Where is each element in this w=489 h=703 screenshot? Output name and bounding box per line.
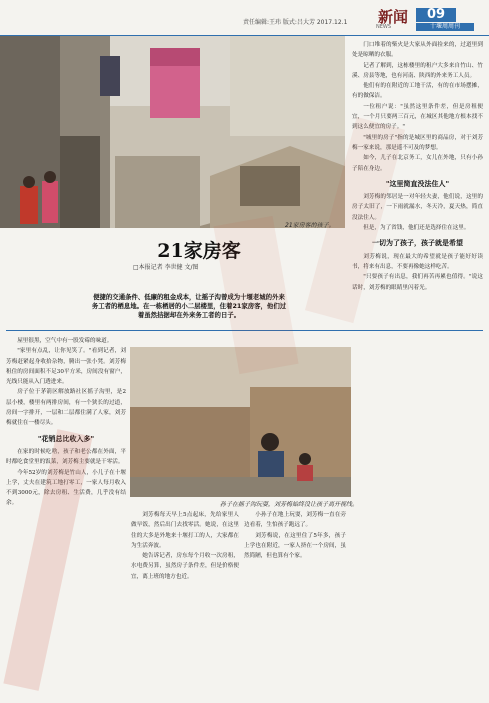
col1-para: 屋里很黑，空气中有一股发霉的味道。 [17, 338, 113, 344]
section-subtitle: NEWS [376, 24, 392, 30]
column-3 [244, 510, 346, 698]
article-deck: 便捷的交通条件、低廉的租金成本，让摇子沟曾成为十堰老城的外来务工者的栖息地。在一栋栖居的小二层楼里，住着21家房客，他们过着虽然拮据却在外来务工者的日子。 [91, 293, 287, 319]
col1-para: "家里有点乱，让你见笑了。"看到记者，刘芳梅赶紧起身收拾杂物，腾出一张小凳。刘芳梅租住的房间面积不足30平方米，房间没有窗户，光线只能从入门透进来。 [6, 348, 126, 386]
col4-para: 如今，儿子在北京务工，女儿在外地，只有小孙子陪在身边。 [352, 155, 483, 172]
col4-subhead: "这里简直没法住人" [385, 179, 450, 188]
article-title: 21家房客 [157, 240, 241, 262]
col1-subhead: "花销总比收入多" [37, 434, 95, 443]
photo1-caption: 21家房客的孩子。 [285, 222, 335, 229]
col5-para: 他们有的在附近的工地干活，有的在市场摆摊，有的做保洁。 [352, 83, 483, 100]
col2-para: 她告诉记者，房东每个月收一次房租，水电费另算，虽然房子条件差，但是价格便宜，离上班的地方也近。 [131, 553, 239, 580]
col5-para: "只要孩子有出息，我们再苦再累也值得。"说这话时，刘芳梅的眼睛里闪着光。 [352, 274, 483, 291]
section-title: 新闻 [378, 8, 409, 26]
column-2 [131, 510, 239, 698]
col5-para: 门口堆着的柴火是大家从外面捡来的，过道里到处是晾晒的衣服。 [352, 42, 483, 59]
col5-para: 刘芳梅说，现在最大的希望就是孩子能好好读书，将来有出息，不要再像她这样吃苦。 [352, 253, 483, 270]
col3-para: 刘芳梅说，在这里住了5年多，孩子上学也在附近，一家人挤在一个房间，虽然简陋，但也算有个家。 [244, 532, 346, 560]
photo2-caption: 孙子在摇子沟玩耍，刘芳梅始终没让孩子离开视线。 [220, 501, 359, 508]
col1-para: 在家的时候吃啥，孩子和老公都在外面，平时都吃食堂里的饭菜，刘芳梅主要就是干零活。 [6, 448, 126, 466]
col5-para: 记者了解到，这栋楼里的租户大多来自竹山、竹溪、房县等地，也有河南、陕西的外来务工人员。 [352, 62, 483, 79]
weekly-banner: 十堰周周刊 [416, 23, 474, 31]
col5-subhead: 一切为了孩子，孩子就是希望 [372, 239, 463, 248]
col4-para: 刘芳梅的邻居是一对年轻夫妻，他们说，这里的房子太旧了，一下雨就漏水，冬天冷，夏天热，简直没法住人。 [352, 194, 483, 221]
col3-para: 小孙子在地上玩耍，刘芳梅一直在旁边看着，生怕孩子跑远了。 [244, 512, 346, 529]
page-number: 09 [416, 8, 456, 22]
col1-para: 今年52岁的刘芳梅是竹山人，小儿子在十堰上学，丈夫在建筑工地打零工，一家人每月收入不到3000元，除去房租、生活费，几乎没有结余。 [6, 469, 126, 507]
alley-photo [0, 36, 345, 228]
col1-para: 房子位于茅箭区解放路社区摇子沟里，是2层小楼，楼里有两排房间，有一个狭长的过道，房间一字排开，一层和二层都住满了人家，刘芳梅就住在一楼尽头。 [6, 389, 126, 427]
col5-para: 一位租户说："虽然这里条件差，但是房租便宜，一个月只要两三百元，在城区其他地方根本找不到这么便宜的房子。" [352, 103, 483, 131]
col4-para: "城里的房子"指的是城区里的商品房，对于刘芳梅一家来说，那是遥不可及的梦想。 [352, 134, 483, 151]
col4-para: 但是，为了省钱，他们还是选择住在这里。 [363, 225, 470, 232]
editor-meta: 责任编辑:王玮 版式:吕大芳 2017.12.1 [243, 19, 348, 26]
page-header [0, 0, 489, 36]
col2-para: 刘芳梅每天早上5点起床，先给家里人做早饭，然后出门去找零活。她说，在这里住的大多是外地来十堰打工的人，大家都在为生活奔波。 [131, 512, 239, 549]
article-byline: □本报记者 李世健 文/图 [133, 264, 199, 271]
